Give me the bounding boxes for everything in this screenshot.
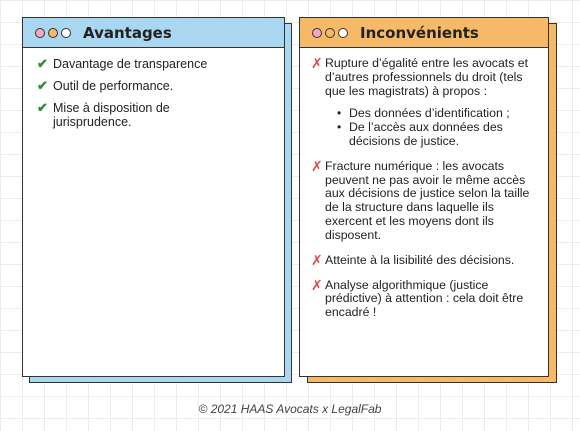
advantage-item — [37, 101, 272, 129]
bullet-icon: • — [337, 120, 342, 135]
advantages-title: Avantages — [83, 23, 172, 42]
inconvenients-header — [300, 18, 548, 48]
advantages-header — [23, 18, 284, 48]
dot-orange — [325, 28, 335, 38]
dot-orange — [48, 28, 58, 38]
advantage-text: Outil de performance. — [53, 79, 174, 93]
inconvenient-text: Fracture numérique : les avocats peuvent ne pas avoir le même accès aux décisions de justice selon la taille de la structure dans laquelle ils exercent et les moyens dont ils disposent. — [325, 158, 530, 242]
cross-icon: ✗ — [311, 252, 323, 269]
check-icon: ✔ — [37, 78, 48, 93]
advantages-card — [22, 17, 285, 377]
cross-icon: ✗ — [311, 277, 323, 294]
inconvenient-item — [311, 279, 540, 320]
sub-item-text: Des données d’identification ; — [349, 106, 510, 121]
inconvenient-item — [311, 160, 540, 243]
inconvenient-text: Atteinte à la lisibilité des décisions. — [325, 252, 515, 267]
dot-pink — [35, 28, 45, 38]
dot-white — [61, 28, 71, 38]
window-dots — [35, 28, 71, 38]
inconvenients-list — [300, 48, 548, 320]
window-dots — [312, 28, 348, 38]
cross-icon: ✗ — [311, 56, 323, 72]
copyright-footer: © 2021 HAAS Avocats x LegalFab — [198, 402, 382, 416]
advantages-list — [23, 48, 284, 129]
cross-icon: ✗ — [311, 158, 323, 175]
dot-white — [338, 28, 348, 38]
advantage-text: Mise à disposition de jurisprudence. — [53, 101, 170, 129]
inconvenient-item — [311, 254, 540, 268]
inconvenient-item — [311, 57, 540, 149]
inconvenients-title: Inconvénients — [360, 23, 479, 42]
sub-item — [337, 107, 540, 121]
check-icon: ✔ — [37, 100, 48, 115]
dot-pink — [312, 28, 322, 38]
inconvenient-text: Analyse algorithmique (justice prédictive) à attention : cela doit être encadré ! — [325, 277, 524, 320]
check-icon: ✔ — [37, 56, 48, 71]
inconvenients-card — [299, 17, 549, 377]
inconvenient-sublist — [325, 98, 540, 148]
inconvenient-text: Rupture d’égalité entre les avocats et d’autres professionnels du droit (tels que les magistrats) à propos : — [325, 56, 529, 98]
advantage-text: Davantage de transparence — [53, 57, 208, 71]
advantage-item — [37, 79, 272, 93]
sub-item — [337, 121, 540, 149]
bullet-icon: • — [337, 106, 342, 121]
advantage-item — [37, 57, 272, 71]
sub-item-text: De l’accès aux données des décisions de justice. — [349, 120, 503, 148]
